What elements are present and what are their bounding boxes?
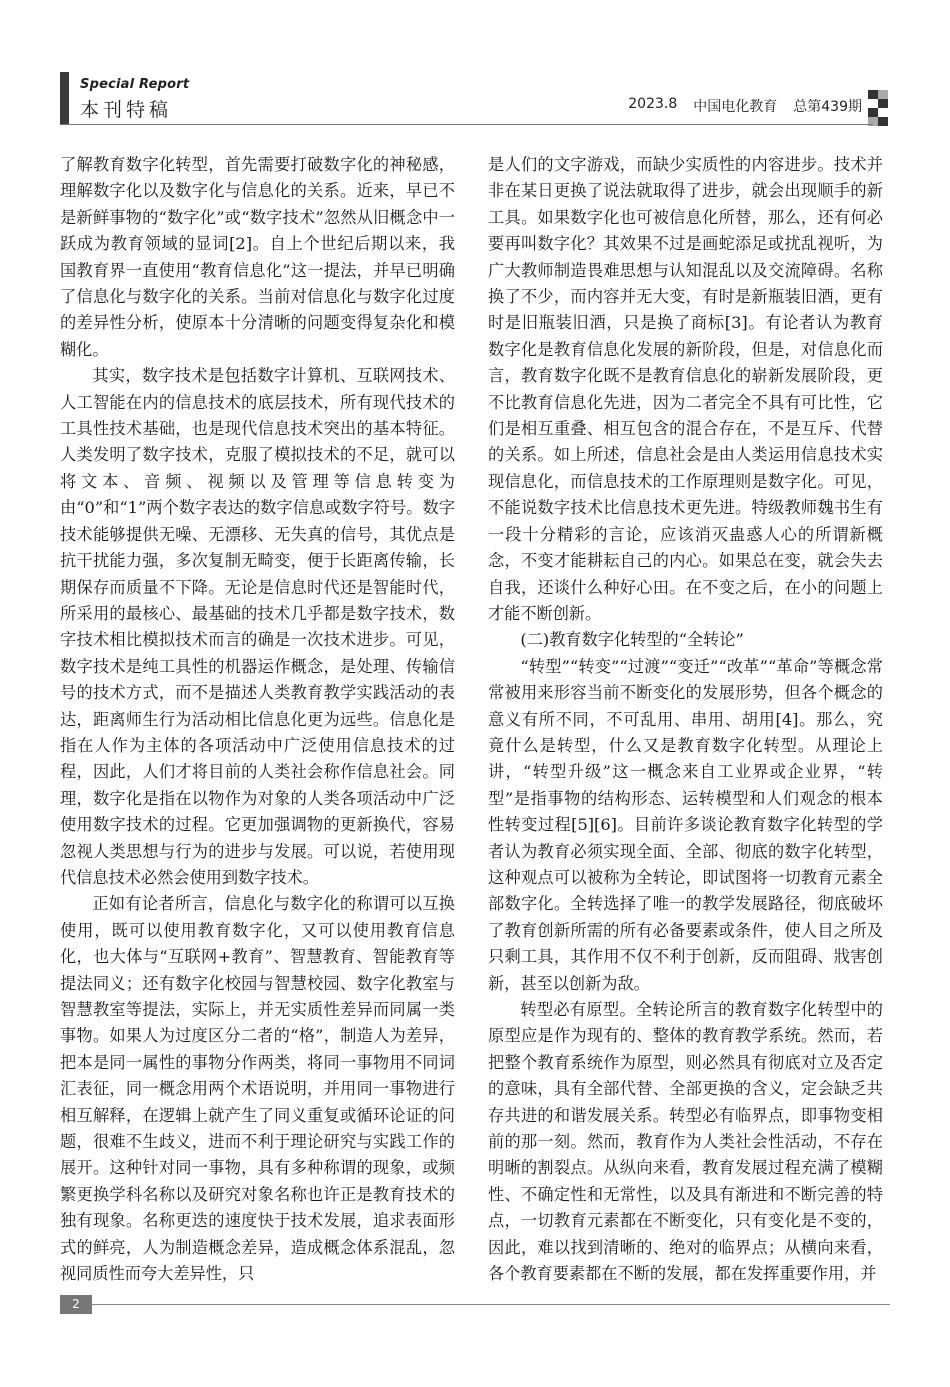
column-label-english: Special Report [80, 77, 190, 92]
section-heading: (二)教育数字化转型的“全转论” [520, 630, 744, 650]
paragraph: “转型”“转变”“过渡”“变迁”“改革”“革命”等概念常常被用来形容当前不断变化的发展形势，但各个概念的意义有所不同，不可乱用、串用、胡用[4]。那么，究竟什么是转型，什么又是教育数字化转型。从理论上讲，“转型升级”这一概念来自工业界或企业界，“转型”是指事物的结构形态、运转模型和人们观念的根本性转变过程[5][6]。目前许多谈论教育数字化转型的学者认为教育必须实现全面、全部、彻底的数字化转型，这种观点可以被称为全转论，即试图将一切教育元素全部数字化。全转选择了唯一的教学发展路径，彻底破坏了教育创新所需的所有必备要素或条件，使人目之所及只剩工具，其作用不仅不利于创新，反而阻碍、戕害创新，甚至以创新为敌。 [488, 656, 883, 993]
left-column [60, 152, 455, 1287]
journal-name: 中国电化教育 [693, 99, 778, 115]
page-header [0, 0, 950, 130]
issue-number: 总第439期 [793, 99, 862, 115]
paragraph: 是人们的文字游戏，而缺少实质性的内容进步。技术并非在某日更换了说法就取得了进步，就会出现顺手的新工具。如果数字化也可被信息化所替，那么，还有何必要再叫数字化？其效果不过是画蛇添足或扰乱视听，为广大教师制造畏难思想与认知混乱以及交流障碍。名称换了不少，而内容并无大变，有时是新瓶装旧酒，更有时是旧瓶装旧酒，只是换了商标[3]。有论者认为教育数字化是教育信息化发展的新阶段，但是，对信息化而言，教育数字化既不是教育信息化的崭新发展阶段，更不比教育信息化先进，因为二者完全不具有可比性，它们是相互重叠、相互包含的混合存在，不是互斥、代替的关系。如上所述，信息社会是由人类运用信息技术实现信息化，而信息技术的工作原理则是数字化。可见，不能说数字技术比信息技术更先进。特级教师魏书生有一段十分精彩的言论，应该消灭蛊惑人心的所谓新概念，不变才能耕耘自己的内心。如果总在变，就会失去自我，还谈什么种好心田。在不变之后，在小的问题上才能不断创新。 [488, 155, 883, 623]
page-number: 2 [60, 1295, 92, 1314]
page-footer [0, 1290, 950, 1330]
paragraph: 其实，数字技术是包括数字计算机、互联网技术、人工智能在内的信息技术的底层技术，所有现代技术的工具性技术基础，也是现代信息技术突出的基本特征。人类发明了数字技术，克服了模拟技术的不足，就可以将文本、音频、视频以及管理等信息转变为由“0”和“1”两个数字表达的数字信息或数字符号。数字技术能够提供无噪、无漂移、无失真的信号，其优点是抗干扰能力强，多次复制无畸变，便于长距离传输，长期保存而质量不下降。无论是信息时代还是智能时代，所采用的最核心、最基础的技术几乎都是数字技术，数字技术相比模拟技术而言的确是一次技术进步。可见，数字技术是纯工具性的机器运作概念，是处理、传输信号的技术方式，而不是描述人类教育教学实践活动的表达，距离师生行为活动相比信息化更为远些。信息化是指在人作为主体的各项活动中广泛使用信息技术的过程，因此，人们才将目前的人类社会称作信息社会。同理，数字化是指在以物作为对象的人类各项活动中广泛使用数字技术的过程。它更加强调物的更新换代，容易忽视人类思想与行为的进步与发展。可以说，若使用现代信息技术必然会使用到数字技术。 [60, 366, 455, 887]
paragraph: 转型必有原型。全转论所言的教育数字化转型中的原型应是作为现有的、整体的教育教学系统。然而，若把整个教育系统作为原型，则必然具有彻底对立及否定的意味，具有全部代替、全部更换的含义，定会缺乏共存共进的和谐发展关系。转型必有临界点，即事物变相前的那一刻。然而，教育作为人类社会性活动，不存在明晰的割裂点。从纵向来看，教育发展过程充满了模糊性、不确定性和无常性，以及具有渐进和不断完善的特点，一切教育元素都在不断变化，只有变化是不变的，因此，难以找到清晰的、绝对的临界点；从横向来看，各个教育要素都在不断的发展，都在发挥重要作用，并 [488, 1000, 883, 1284]
header-rule [60, 124, 873, 125]
checker-decoration-icon [868, 90, 888, 126]
journal-info [628, 96, 862, 116]
right-column [488, 152, 883, 1287]
paragraph: 了解教育数字化转型，首先需要打破数字化的神秘感，理解数字化以及数字化与信息化的关系。近来，早已不是新鲜事物的“数字化”或“数字技术”忽然从旧概念中一跃成为教育领域的显词[2]。自上个世纪后期以来，我国教育界一直使用“教育信息化”这一提法，并早已明确了信息化与数字化的关系。当前对信息化与数字化过度的差异性分析，使原本十分清晰的问题变得复杂化和模糊化。 [60, 155, 455, 359]
paragraph: 正如有论者所言，信息化与数字化的称谓可以互换使用，既可以使用教育数字化，又可以使用教育信息化，也大体与“互联网+教育”、智慧教育、智能教育等提法同义；还有数字化校园与智慧校园、数字化教室与智慧教室等提法，实际上，并无实质性差异而同属一类事物。如果人为过度区分二者的“格”，制造人为差异，把本是同一属性的事物分作两类，将同一事物用不同词汇表征，同一概念用两个术语说明，并用同一事物进行相互解释，在逻辑上就产生了同义重复或循环论证的问题，很难不生歧义，进而不利于理论研究与实践工作的展开。这种针对同一事物，具有多种称谓的现象，或频繁更换学科名称以及研究对象名称也许正是教育技术的独有现象。名称更迭的速度快于技术发展，追求表面形式的鲜亮，人为制造概念差异，造成概念体系混乱，忽视同质性而夸大差异性，只 [60, 894, 455, 1284]
footer-rule [60, 1304, 890, 1305]
column-label-chinese: 本刊特稿 [80, 99, 173, 121]
issue-date: 2023.8 [628, 96, 678, 112]
header-accent-bar [60, 72, 69, 125]
